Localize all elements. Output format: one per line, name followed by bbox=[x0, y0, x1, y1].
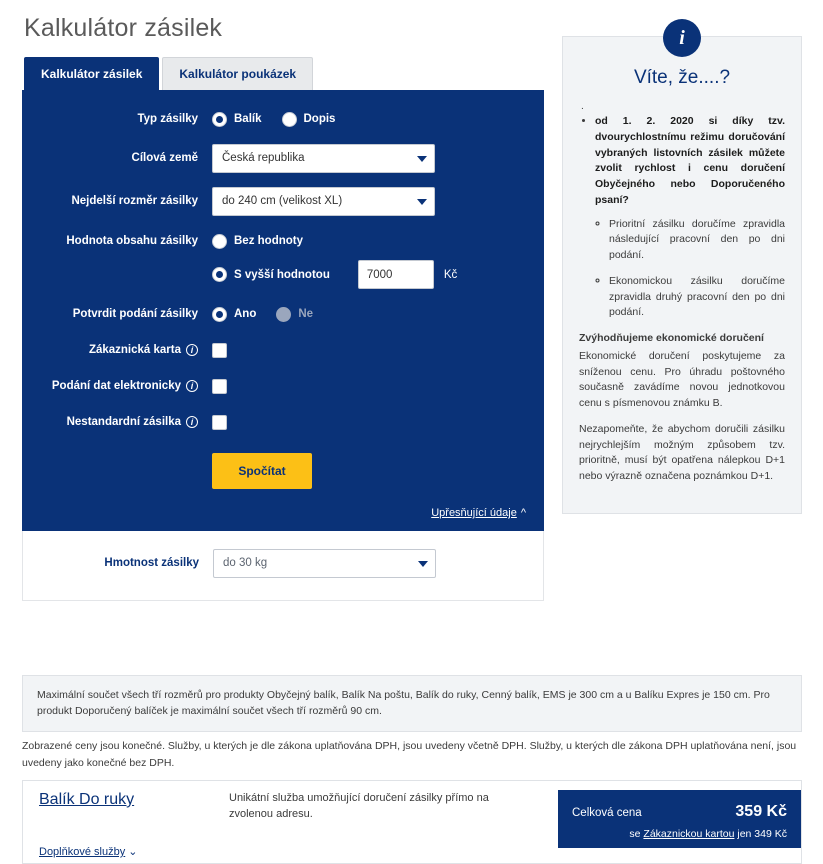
price-discount-row bbox=[572, 828, 787, 840]
legal-text: Zobrazené ceny jsou konečné. Služby, u kterých je dle zákona uplatňována DPH, jsou uvedeny včetně DPH. Služby, u kterých dle zákona DPH uplatňována není, jsou uvedeny jako konečné bez DPH. bbox=[22, 740, 797, 769]
info-box-bullets bbox=[579, 114, 785, 321]
row-nonstandard bbox=[22, 411, 544, 433]
chevron-up-icon: ^ bbox=[520, 507, 526, 519]
info-box-bullet-1 bbox=[595, 114, 785, 321]
did-you-know-box bbox=[562, 27, 802, 514]
label-content-value-none[interactable]: Bez hodnoty bbox=[234, 235, 303, 247]
row-submit bbox=[22, 453, 544, 489]
checkbox-customer-card[interactable] bbox=[212, 343, 227, 358]
tab-bar bbox=[24, 57, 544, 90]
select-country-value[interactable]: Česká republika bbox=[212, 144, 435, 173]
info-box-title: Víte, že....? bbox=[633, 67, 731, 88]
price-discount-prefix: se bbox=[629, 828, 644, 840]
label-weight: Hmotnost zásilky bbox=[104, 557, 199, 570]
input-content-value-amount[interactable] bbox=[358, 260, 434, 289]
info-box-bullet-1-text: od 1. 2. 2020 si díky tzv. dvourychlostnímu režimu doručování vybraných listovních zásilek můžete zvolit rychlost i cenu doručení Obyčejného nebo Doporučeného psaní? bbox=[595, 115, 785, 206]
refine-details-label: Upřesňující údaje bbox=[431, 507, 517, 519]
label-customer-card: Zákaznická karta bbox=[88, 343, 181, 356]
checkbox-nonstandard[interactable] bbox=[212, 415, 227, 430]
row-shipment-type bbox=[22, 108, 544, 130]
checkbox-electronic-data[interactable] bbox=[212, 379, 227, 394]
select-country[interactable] bbox=[212, 144, 435, 173]
radio-content-value-none[interactable] bbox=[212, 234, 227, 249]
calculate-button[interactable]: Spočítat bbox=[212, 453, 312, 489]
left-column bbox=[22, 0, 544, 601]
weight-panel bbox=[22, 531, 544, 601]
tab-kalkulator-zasilek[interactable]: Kalkulátor zásilek bbox=[24, 57, 159, 90]
label-country: Cílová země bbox=[131, 152, 198, 165]
info-box-para-1: Ekonomické doručení poskytujeme za sníženou cenu. Pro úhradu poštovného současně zavádíme novou jednotkovou cenu s písmenovou známku B. bbox=[579, 349, 785, 409]
label-content-value: Hodnota obsahu zásilky bbox=[66, 234, 198, 247]
label-content-value-higher[interactable]: S vyšší hodnotou bbox=[234, 268, 330, 281]
label-electronic-data: Podání dat elektronicky bbox=[51, 379, 181, 392]
label-shipment-type-balik[interactable]: Balík bbox=[234, 113, 262, 125]
customer-card-link[interactable]: Zákaznickou kartou bbox=[643, 828, 735, 840]
row-electronic-data bbox=[22, 375, 544, 397]
info-box-para-head: Zvýhodňujeme ekonomické doručení bbox=[579, 332, 764, 344]
info-box-dot: . bbox=[581, 101, 584, 112]
price-discount-suffix: jen 349 Kč bbox=[734, 828, 787, 840]
row-weight bbox=[23, 549, 543, 578]
dimensions-notice: Maximální součet všech tří rozměrů pro produkty Obyčejný balík, Balík Na poštu, Balík do ruky, Cenný balík, EMS je 300 cm a u Balíku Expres je 150 cm. Pro produkt Doporučený balíček je maximální součet všech tří rozměrů 90 cm. bbox=[22, 675, 802, 732]
page-title: Kalkulátor zásilek bbox=[24, 14, 223, 42]
info-box-sub-bullets bbox=[595, 217, 785, 322]
addons-label: Doplňkové služby bbox=[39, 846, 126, 858]
info-box-sub-bullet-2: ◦ Ekonomickou zásilku doručíme zpravidla druhý pracovní den po dni podání. bbox=[609, 274, 785, 321]
label-confirm-yes[interactable]: Ano bbox=[234, 308, 257, 320]
result-card bbox=[22, 780, 802, 864]
label-confirm-no[interactable]: Ne bbox=[298, 308, 314, 320]
row-content-value-higher bbox=[22, 260, 544, 289]
radio-shipment-type-dopis[interactable] bbox=[282, 112, 297, 127]
info-box-para-2: Nezapomeňte, že abychom doručili zásilku nejrychlejším možným způsobem tzv. prioritně, musí být opatřena nálepkou D+1 nebo výrazně označena poznámkou D+1. bbox=[579, 422, 785, 482]
label-confirm-submission: Potvrdit podání zásilky bbox=[72, 307, 198, 320]
result-product-link[interactable]: Balík Do ruky bbox=[39, 791, 135, 808]
radio-confirm-yes[interactable] bbox=[212, 307, 227, 322]
row-customer-card bbox=[22, 339, 544, 361]
radio-confirm-no[interactable] bbox=[276, 307, 291, 322]
info-icon[interactable]: i bbox=[186, 416, 198, 428]
label-longest-dimension: Nejdelší rozměr zásilky bbox=[71, 195, 198, 208]
row-longest-dimension bbox=[22, 187, 544, 216]
row-country bbox=[22, 144, 544, 173]
addons-toggle[interactable] bbox=[39, 845, 137, 858]
shipment-form-panel bbox=[22, 90, 544, 531]
select-weight-value[interactable]: do 30 kg bbox=[213, 549, 436, 578]
tab-kalkulator-poukazek[interactable]: Kalkulátor poukázek bbox=[162, 57, 313, 90]
label-nonstandard: Nestandardní zásilka bbox=[66, 415, 181, 428]
info-icon[interactable]: i bbox=[186, 380, 198, 392]
refine-details-link[interactable] bbox=[431, 507, 526, 519]
label-shipment-type: Typ zásilky bbox=[137, 112, 198, 125]
chevron-down-icon: ⌄ bbox=[128, 846, 138, 858]
info-icon: i bbox=[663, 19, 701, 57]
label-shipment-type-dopis[interactable]: Dopis bbox=[303, 113, 336, 125]
label-currency: Kč bbox=[443, 268, 458, 281]
price-box bbox=[558, 790, 801, 848]
result-product-description: Unikátní služba umožňující doručení zásilky přímo na zvolenou adresu. bbox=[229, 792, 489, 820]
radio-shipment-type-balik[interactable] bbox=[212, 112, 227, 127]
row-confirm-submission bbox=[22, 303, 544, 325]
select-longest-dimension[interactable] bbox=[212, 187, 435, 216]
select-longest-dimension-value[interactable]: do 240 cm (velikost XL) bbox=[212, 187, 435, 216]
price-label: Celková cena bbox=[572, 807, 642, 819]
info-box-sub-bullet-1: ◦ Prioritní zásilku doručíme zpravidla následující pracovní den po dni podání. bbox=[609, 217, 785, 264]
info-icon[interactable]: i bbox=[186, 344, 198, 356]
row-content-value bbox=[22, 230, 544, 252]
price-value: 359 Kč bbox=[735, 803, 787, 820]
select-weight[interactable] bbox=[213, 549, 436, 578]
radio-content-value-higher[interactable] bbox=[212, 267, 227, 282]
